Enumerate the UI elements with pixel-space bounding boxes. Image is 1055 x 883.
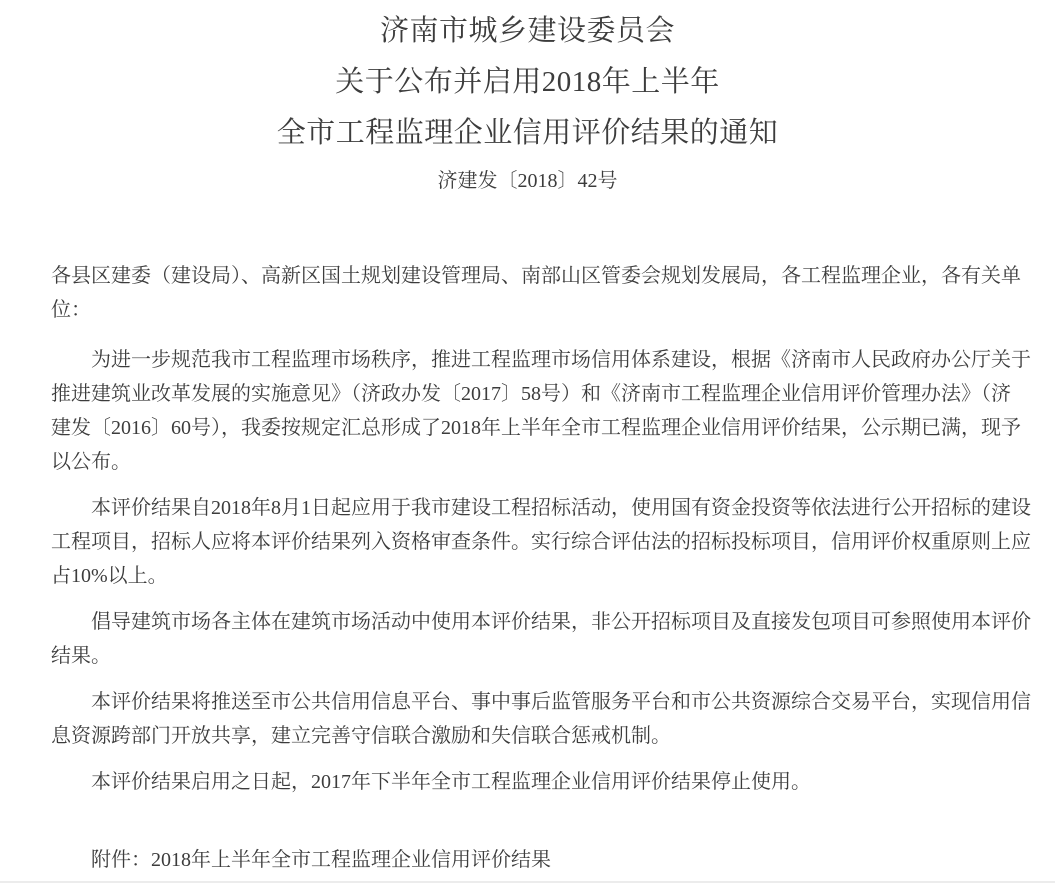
- paragraph-line: 结果。: [51, 645, 111, 667]
- notice-header: [0, 0, 1055, 195]
- paragraph-basis: [51, 343, 1029, 479]
- paragraph-line: 息资源跨部门开放共享，建立完善守信联合激励和失信联合惩戒机制。: [51, 725, 671, 747]
- paragraph-line: 为进一步规范我市工程监理市场秩序，推进工程监理市场信用体系建设，根据《济南市人民政府办公厅关于: [91, 349, 1031, 371]
- paragraph-expiry: [51, 765, 1029, 799]
- notice-title-line-2: 关于公布并启用2018年上半年: [335, 66, 720, 98]
- paragraph-application: [51, 491, 1029, 593]
- notice-title-line-3: 全市工程监理企业信用评价结果的通知: [276, 117, 779, 149]
- paragraph-platform-sharing: [51, 685, 1029, 753]
- salutation-line-1: 各县区建委（建设局）、高新区国土规划建设管理局、南部山区管委会规划发展局，各工程监理企业，各有关单: [51, 265, 1021, 287]
- paragraph-line: 倡导建筑市场各主体在建筑市场活动中使用本评价结果，非公开招标项目及直接发包项目可参照使用本评价: [91, 611, 1031, 633]
- paragraph-advocacy: [51, 605, 1029, 673]
- notice-title-line-1: 济南市城乡建设委员会: [379, 15, 675, 47]
- notice-body: [0, 259, 1055, 877]
- attachment-line: 附件：2018年上半年全市工程监理企业信用评价结果: [91, 849, 551, 871]
- paragraph-line: 工程项目，招标人应将本评价结果列入资格审查条件。实行综合评估法的招标投标项目，信用评价权重原则上应: [51, 531, 1031, 553]
- document-number: 济建发〔2018〕42号: [437, 170, 618, 192]
- paragraph-line: 本评价结果将推送至市公共信用信息平台、事中事后监管服务平台和市公共资源综合交易平台，实现信用信: [91, 691, 1031, 713]
- salutation-paragraph: [51, 259, 1029, 327]
- salutation-line-2: 位：: [51, 299, 91, 321]
- paragraph-line: 占10%以上。: [51, 565, 168, 587]
- paragraph-line: 建发〔2016〕60号），我委按规定汇总形成了2018年上半年全市工程监理企业信用评价结果，公示期已满，现予: [51, 417, 1021, 439]
- paragraph-line: 本评价结果启用之日起，2017年下半年全市工程监理企业信用评价结果停止使用。: [91, 771, 811, 793]
- paragraph-line: 推进建筑业改革发展的实施意见》（济政办发〔2017〕58号）和《济南市工程监理企业信用评价管理办法》（济: [51, 383, 1011, 405]
- paragraph-line: 本评价结果自2018年8月1日起应用于我市建设工程招标活动，使用国有资金投资等依法进行公开招标的建设: [91, 497, 1031, 519]
- paragraph-line: 以公布。: [51, 451, 131, 473]
